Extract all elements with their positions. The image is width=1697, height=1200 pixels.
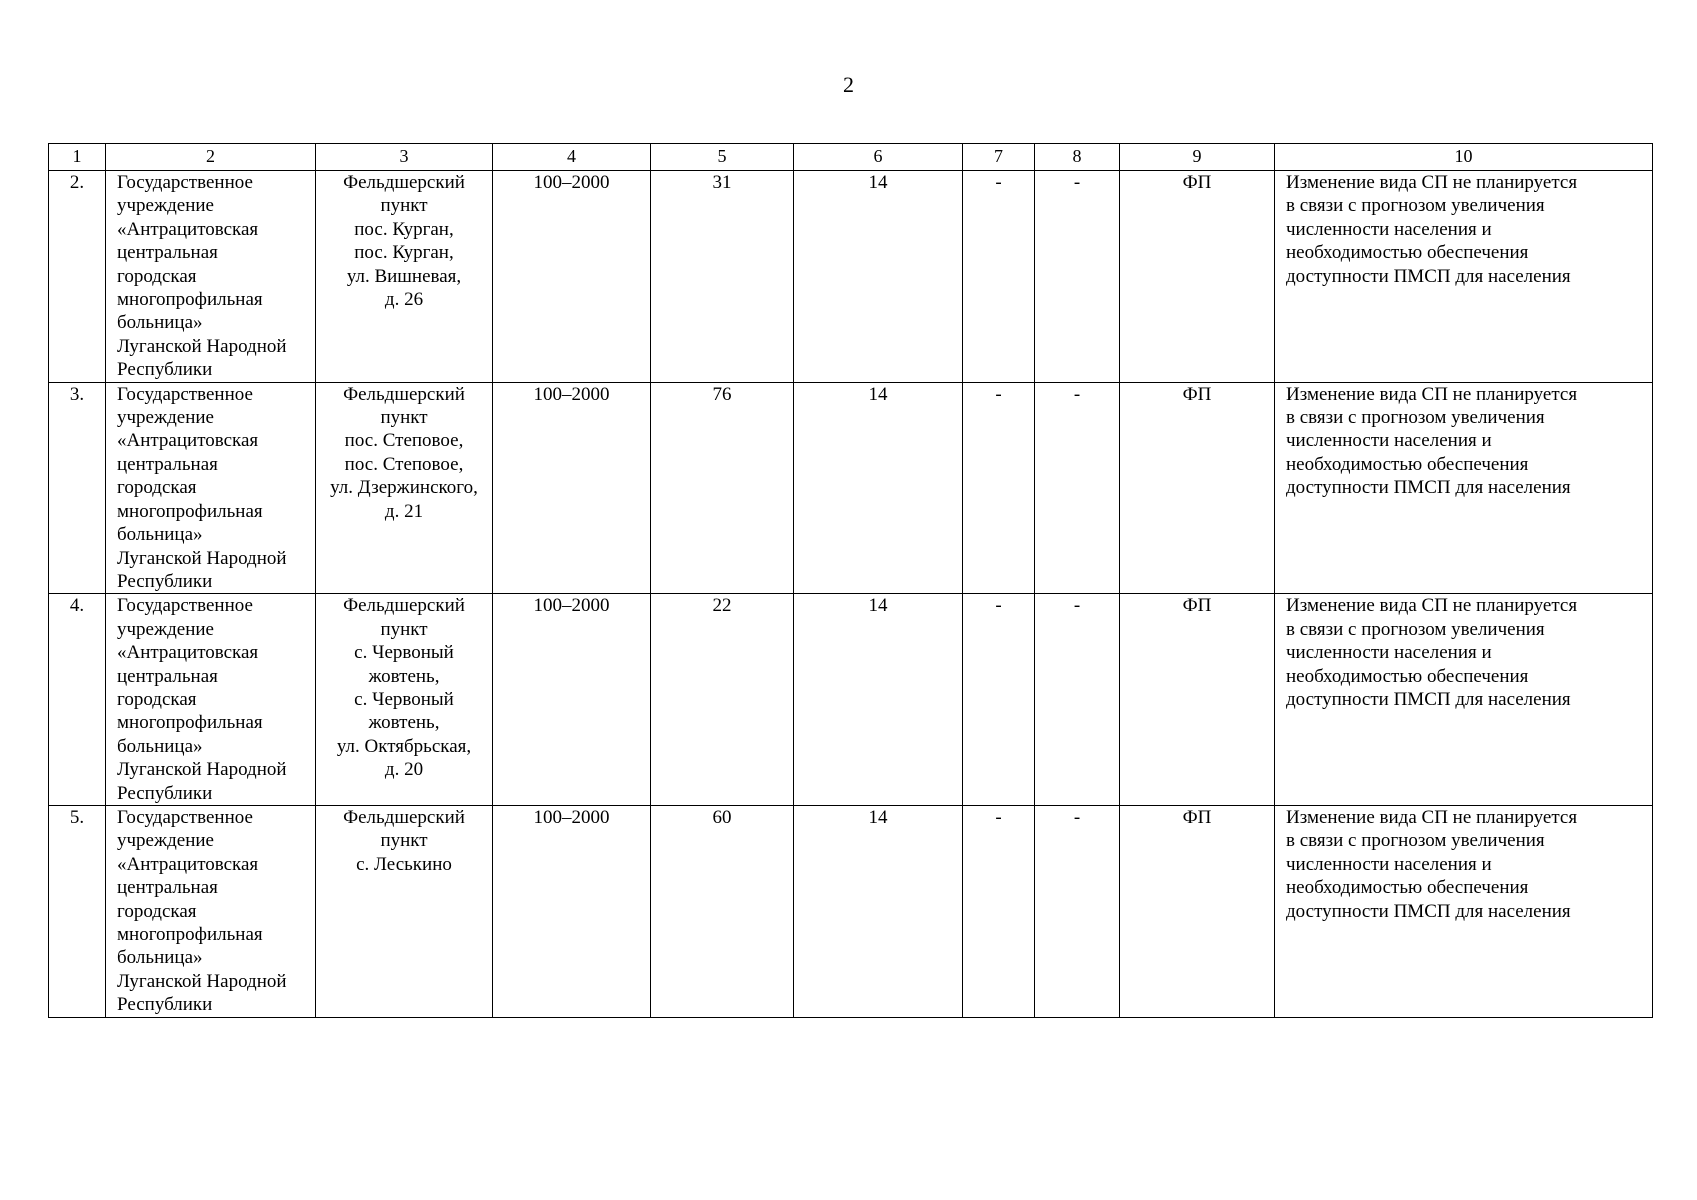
organization-cell-line: «Антрацитовская bbox=[117, 853, 259, 875]
note-cell-line: Изменение вида СП не планируется bbox=[1286, 806, 1578, 828]
organization-cell-line: Луганской Народной bbox=[117, 335, 287, 357]
location-cell-line: пос. Степовое, bbox=[344, 453, 464, 475]
organization-cell-line: Республики bbox=[117, 359, 213, 381]
col8-cell: - bbox=[1035, 594, 1120, 806]
col5-cell: 76 bbox=[651, 382, 794, 594]
note-cell bbox=[1275, 594, 1653, 806]
col8-cell: - bbox=[1035, 171, 1120, 383]
note-cell-line: необходимостью обеспечения bbox=[1286, 665, 1529, 687]
location-cell-line: жовтень, bbox=[368, 712, 440, 734]
organization-cell-line: «Антрацитовская bbox=[117, 218, 259, 240]
organization-cell-line: центральная bbox=[117, 242, 218, 264]
table-row bbox=[49, 382, 1653, 594]
note-cell-line: необходимостью обеспечения bbox=[1286, 453, 1529, 475]
organization-cell-line: учреждение bbox=[117, 407, 214, 429]
location-cell-line: пункт bbox=[380, 830, 428, 852]
organization-cell-line: Республики bbox=[117, 994, 213, 1016]
organization-cell-line: городская bbox=[117, 477, 197, 499]
row-number: 5. bbox=[49, 805, 106, 1017]
table-row bbox=[49, 594, 1653, 806]
location-cell-line: с. Червоный bbox=[354, 688, 454, 710]
location-cell-line: с. Червоный bbox=[354, 642, 454, 664]
note-cell-line: необходимостью обеспечения bbox=[1286, 242, 1529, 264]
note-cell-line: необходимостью обеспечения bbox=[1286, 877, 1529, 899]
location-cell-line: д. 26 bbox=[384, 289, 424, 311]
column-numbers-row bbox=[49, 144, 1653, 171]
organization-cell bbox=[106, 382, 316, 594]
location-cell-line: ул. Вишневая, bbox=[346, 265, 462, 287]
note-cell-line: численности населения и bbox=[1286, 853, 1492, 875]
column-header: 8 bbox=[1035, 144, 1120, 171]
population-range-cell: 100–2000 bbox=[493, 382, 651, 594]
col5-cell: 22 bbox=[651, 594, 794, 806]
column-header: 6 bbox=[794, 144, 963, 171]
location-cell-line: пункт bbox=[380, 407, 428, 429]
location-cell-line: д. 21 bbox=[384, 500, 424, 522]
population-range-cell: 100–2000 bbox=[493, 805, 651, 1017]
location-cell-line: ул. Дзержинского, bbox=[330, 477, 478, 499]
col5-cell: 60 bbox=[651, 805, 794, 1017]
note-cell-line: Изменение вида СП не планируется bbox=[1286, 172, 1578, 193]
organization-cell-line: городская bbox=[117, 900, 197, 922]
note-cell-line: в связи с прогнозом увеличения bbox=[1286, 830, 1545, 852]
organization-cell-line: учреждение bbox=[117, 830, 214, 852]
location-cell-line: пункт bbox=[380, 195, 428, 217]
table-body bbox=[49, 171, 1653, 1018]
organization-cell-line: Республики bbox=[117, 782, 213, 804]
note-cell-line: численности населения и bbox=[1286, 218, 1492, 240]
facilities-table bbox=[48, 143, 1653, 1018]
location-cell-line: жовтень, bbox=[368, 665, 440, 687]
location-cell-line: пос. Степовое, bbox=[344, 430, 464, 452]
organization-cell-line: городская bbox=[117, 688, 197, 710]
location-cell-line: Фельдшерский bbox=[343, 595, 465, 617]
organization-cell-line: больница» bbox=[117, 947, 203, 969]
page-number: 2 bbox=[843, 72, 854, 97]
col6-cell: 14 bbox=[794, 382, 963, 594]
col8-cell: - bbox=[1035, 382, 1120, 594]
organization-cell-line: «Антрацитовская bbox=[117, 642, 259, 664]
note-cell-line: численности населения и bbox=[1286, 642, 1492, 664]
note-cell-line: Изменение вида СП не планируется bbox=[1286, 595, 1578, 617]
organization-cell-line: многопрофильная bbox=[117, 924, 263, 945]
note-cell bbox=[1275, 171, 1653, 383]
location-cell bbox=[316, 805, 493, 1017]
organization-cell bbox=[106, 805, 316, 1017]
location-cell bbox=[316, 594, 493, 806]
organization-cell-line: Республики bbox=[117, 570, 213, 592]
column-header: 2 bbox=[106, 144, 316, 171]
col7-cell: - bbox=[963, 805, 1035, 1017]
facility-type-cell: ФП bbox=[1120, 805, 1275, 1017]
col8-cell: - bbox=[1035, 805, 1120, 1017]
organization-cell-line: больница» bbox=[117, 312, 203, 334]
col6-cell: 14 bbox=[794, 594, 963, 806]
organization-cell-line: Луганской Народной bbox=[117, 970, 287, 992]
organization-cell bbox=[106, 171, 316, 383]
col5-cell: 31 bbox=[651, 171, 794, 383]
column-header: 3 bbox=[316, 144, 493, 171]
organization-cell-line: Луганской Народной bbox=[117, 759, 287, 781]
note-cell-line: Изменение вида СП не планируется bbox=[1286, 383, 1578, 405]
facility-type-cell: ФП bbox=[1120, 171, 1275, 383]
row-number: 2. bbox=[49, 171, 106, 383]
note-cell-line: в связи с прогнозом увеличения bbox=[1286, 618, 1545, 640]
note-cell-line: численности населения и bbox=[1286, 430, 1492, 452]
column-header: 4 bbox=[493, 144, 651, 171]
col6-cell: 14 bbox=[794, 805, 963, 1017]
location-cell-line: пос. Курган, bbox=[354, 218, 454, 240]
organization-cell bbox=[106, 594, 316, 806]
location-cell-line: с. Леськино bbox=[356, 853, 452, 875]
location-cell-line: Фельдшерский bbox=[343, 383, 465, 405]
note-cell bbox=[1275, 382, 1653, 594]
column-header: 7 bbox=[963, 144, 1035, 171]
organization-cell-line: Государственное bbox=[117, 172, 253, 193]
column-header: 5 bbox=[651, 144, 794, 171]
organization-cell-line: учреждение bbox=[117, 618, 214, 640]
location-cell-line: Фельдшерский bbox=[343, 172, 465, 193]
organization-cell-line: больница» bbox=[117, 524, 203, 546]
organization-cell-line: учреждение bbox=[117, 195, 214, 217]
organization-cell-line: центральная bbox=[117, 665, 218, 687]
organization-cell-line: центральная bbox=[117, 453, 218, 475]
column-header: 9 bbox=[1120, 144, 1275, 171]
note-cell-line: доступности ПМСП для населения bbox=[1286, 900, 1571, 922]
note-cell bbox=[1275, 805, 1653, 1017]
location-cell-line: ул. Октябрьская, bbox=[336, 735, 472, 757]
location-cell bbox=[316, 171, 493, 383]
col7-cell: - bbox=[963, 171, 1035, 383]
organization-cell-line: Государственное bbox=[117, 383, 253, 405]
organization-cell-line: Государственное bbox=[117, 806, 253, 828]
note-cell-line: в связи с прогнозом увеличения bbox=[1286, 195, 1545, 217]
note-cell-line: доступности ПМСП для населения bbox=[1286, 688, 1571, 710]
col7-cell: - bbox=[963, 382, 1035, 594]
note-cell-line: в связи с прогнозом увеличения bbox=[1286, 407, 1545, 429]
location-cell-line: пункт bbox=[380, 618, 428, 640]
table-row bbox=[49, 171, 1653, 383]
organization-cell-line: многопрофильная bbox=[117, 500, 263, 522]
row-number: 4. bbox=[49, 594, 106, 806]
facility-type-cell: ФП bbox=[1120, 594, 1275, 806]
facility-type-cell: ФП bbox=[1120, 382, 1275, 594]
col6-cell: 14 bbox=[794, 171, 963, 383]
organization-cell-line: Луганской Народной bbox=[117, 547, 287, 569]
location-cell-line: пос. Курган, bbox=[354, 242, 454, 264]
location-cell bbox=[316, 382, 493, 594]
organization-cell-line: Государственное bbox=[117, 595, 253, 617]
population-range-cell: 100–2000 bbox=[493, 171, 651, 383]
location-cell-line: д. 20 bbox=[384, 759, 424, 781]
column-header: 1 bbox=[49, 144, 106, 171]
location-cell-line: Фельдшерский bbox=[343, 806, 465, 828]
organization-cell-line: многопрофильная bbox=[117, 712, 263, 734]
organization-cell-line: многопрофильная bbox=[117, 289, 263, 311]
organization-cell-line: центральная bbox=[117, 877, 218, 899]
organization-cell-line: «Антрацитовская bbox=[117, 430, 259, 452]
col7-cell: - bbox=[963, 594, 1035, 806]
column-header: 10 bbox=[1275, 144, 1653, 171]
organization-cell-line: городская bbox=[117, 265, 197, 287]
note-cell-line: доступности ПМСП для населения bbox=[1286, 477, 1571, 499]
row-number: 3. bbox=[49, 382, 106, 594]
table-row bbox=[49, 805, 1653, 1017]
population-range-cell: 100–2000 bbox=[493, 594, 651, 806]
organization-cell-line: больница» bbox=[117, 735, 203, 757]
note-cell-line: доступности ПМСП для населения bbox=[1286, 265, 1571, 287]
